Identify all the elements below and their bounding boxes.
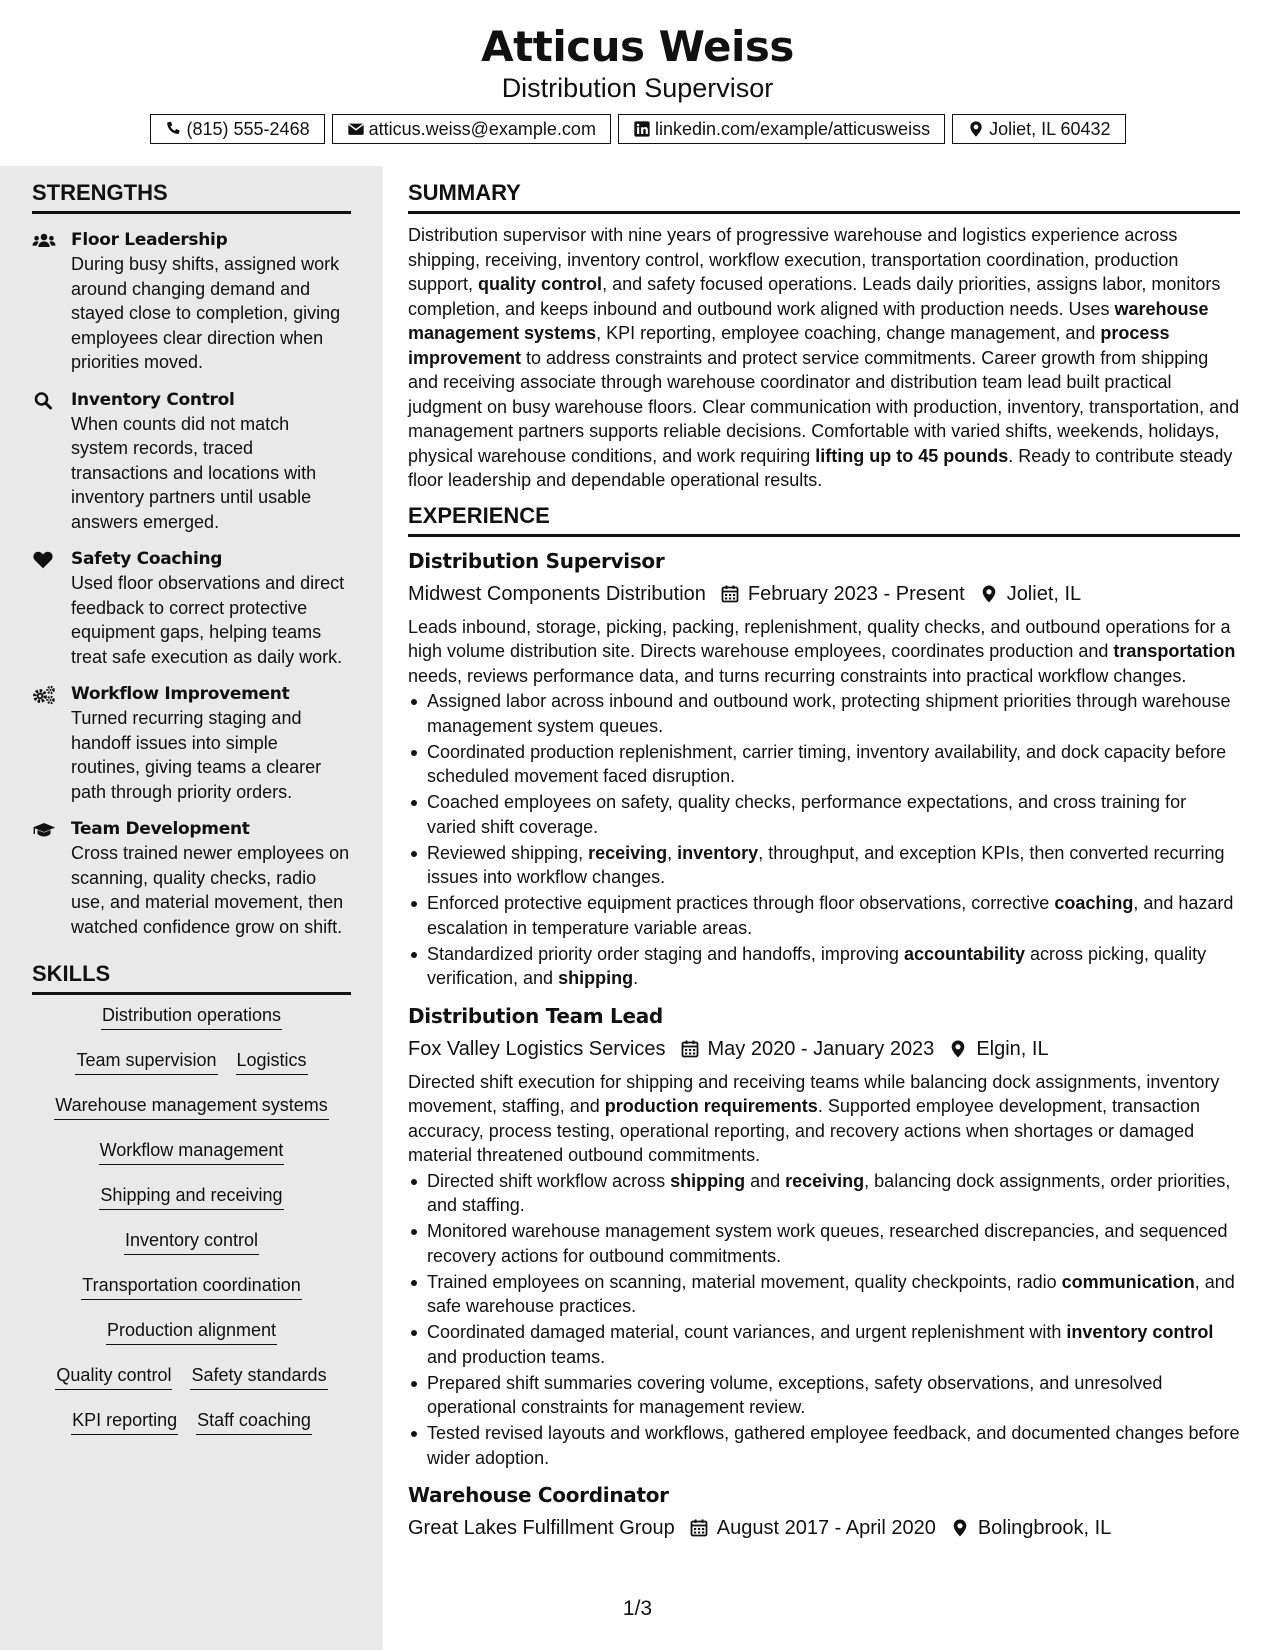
skill-tag: Logistics bbox=[236, 1048, 308, 1075]
location-pin-icon bbox=[979, 584, 999, 604]
bullet-item: Trained employees on scanning, material movement, quality checkpoints, radio communication, and safe warehouse practices. bbox=[408, 1270, 1240, 1319]
bullet-item: Assigned labor across inbound and outbound work, protecting shipment priorities through warehouse management system queues. bbox=[408, 689, 1240, 738]
job-location: Elgin, IL bbox=[976, 1037, 1049, 1060]
bullet-item: Directed shift workflow across shipping and receiving, balancing dock assignments, order priorities, and staffing. bbox=[408, 1169, 1240, 1218]
skill-tag: Warehouse management systems bbox=[54, 1093, 328, 1120]
summary-heading: SUMMARY bbox=[408, 180, 1240, 214]
contact-bar bbox=[0, 114, 1275, 144]
experience-heading: EXPERIENCE bbox=[408, 503, 1240, 537]
search-icon bbox=[32, 391, 56, 411]
job-description: Leads inbound, storage, picking, packing, replenishment, quality checks, and outbound operations for a high volume distribution site. Directs warehouse employees, coordinates production and transportation needs, reviews performance data, and turns recurring constraints into practical workflow changes. bbox=[408, 616, 1236, 686]
job-meta bbox=[408, 1035, 1240, 1063]
job-meta bbox=[408, 580, 1240, 608]
phone-text: (815) 555-2468 bbox=[186, 118, 310, 139]
strength-item bbox=[32, 817, 351, 939]
skill-tag: Staff coaching bbox=[196, 1408, 312, 1435]
job-entry bbox=[408, 548, 1240, 991]
strengths-heading: STRENGTHS bbox=[32, 180, 351, 214]
contact-email[interactable] bbox=[332, 114, 611, 144]
skill-tag: Quality control bbox=[55, 1363, 172, 1390]
strength-desc: When counts did not match system records, traced transactions and locations with inventory partners until usable answers emerged. bbox=[71, 413, 317, 532]
job-title: Distribution Team Lead bbox=[408, 1003, 663, 1028]
users-icon bbox=[32, 231, 56, 251]
strength-name: Inventory Control bbox=[71, 389, 235, 410]
bullet-item: Coordinated production replenishment, carrier timing, inventory availability, and dock capacity before scheduled movement faced disruption. bbox=[408, 740, 1240, 789]
location-text: Joliet, IL 60432 bbox=[989, 118, 1111, 139]
strength-desc: Used floor observations and direct feedback to correct protective equipment gaps, helping teams treat safe execution as daily work. bbox=[71, 573, 345, 667]
bullet-item: Monitored warehouse management system work queues, researched discrepancies, and sequenced recovery actions for outbound commitments. bbox=[408, 1219, 1240, 1268]
strength-desc: Cross trained newer employees on scanning, quality checks, radio use, and material movement, then watched confidence grow on shift. bbox=[71, 843, 350, 937]
skill-tag: Safety standards bbox=[190, 1363, 327, 1390]
bullet-item: Reviewed shipping, receiving, inventory, throughput, and exception KPIs, then converted recurring issues into workflow changes. bbox=[408, 841, 1240, 890]
job-dates: May 2020 - January 2023 bbox=[707, 1037, 935, 1060]
contact-phone[interactable] bbox=[150, 114, 325, 144]
location-pin-icon bbox=[967, 120, 985, 138]
linkedin-icon bbox=[633, 120, 651, 138]
job-dates: February 2023 - Present bbox=[747, 582, 965, 605]
strength-desc: Turned recurring staging and handoff issues into simple routines, giving teams a clearer path through priority orders. bbox=[71, 708, 322, 802]
strength-name: Workflow Improvement bbox=[71, 684, 290, 704]
job-location: Joliet, IL bbox=[1006, 582, 1082, 605]
skill-tag: Shipping and receiving bbox=[99, 1183, 283, 1210]
phone-icon bbox=[165, 120, 183, 138]
envelope-icon bbox=[347, 120, 365, 138]
sidebar bbox=[0, 166, 383, 1650]
calendar-icon bbox=[720, 584, 740, 604]
candidate-name: Atticus Weiss bbox=[481, 22, 794, 71]
skill-tag: Distribution operations bbox=[101, 1003, 282, 1030]
bullet-item: Standardized priority order staging and handoffs, improving accountability across picking, quality verification, and shipping. bbox=[408, 942, 1240, 991]
job-title: Warehouse Coordinator bbox=[408, 1483, 669, 1507]
job-bullets bbox=[408, 689, 1240, 991]
bullet-item: Coached employees on safety, quality checks, performance expectations, and cross training for varied shift coverage. bbox=[408, 790, 1240, 839]
graduation-cap-icon bbox=[32, 820, 56, 840]
job-entry bbox=[408, 1482, 1240, 1542]
job-entry bbox=[408, 1003, 1240, 1471]
skill-tag: Production alignment bbox=[106, 1318, 277, 1345]
linkedin-text: linkedin.com/example/atticusweiss bbox=[654, 118, 931, 139]
skill-tag: Inventory control bbox=[124, 1228, 259, 1255]
job-title: Distribution Supervisor bbox=[408, 548, 665, 573]
strength-desc: During busy shifts, assigned work around changing demand and stayed close to completion, giving employees clear direction when priorities moved. bbox=[71, 254, 341, 372]
location-pin-icon bbox=[948, 1039, 968, 1059]
job-bullets bbox=[408, 1169, 1240, 1471]
skill-tag: Workflow management bbox=[99, 1138, 285, 1165]
summary-text: Distribution supervisor with nine years of progressive warehouse and logistics experience across shipping, receiving, inventory control, workflow execution, transportation coordination, production support, quality control, and safety focused operations. Leads daily priorities, assigns labor, monitors completion, and keeps inbound and outbound work aligned with production needs. Uses warehouse management systems, KPI reporting, employee coaching, change management, and process improvement to address constraints and protect service commitments. Career growth from shipping and receiving associate through warehouse coordinator and distribution team lead built practical judgment on busy warehouse floors. Clear communication with production, inventory, transportation, and management partners supports reliable decisions. Comfortable with varied shifts, weekends, holidays, physical warehouse conditions, and work requiring lifting up to 45 pounds. Ready to contribute steady floor leadership and dependable operational results. bbox=[408, 225, 1240, 490]
skill-tag: Team supervision bbox=[75, 1048, 217, 1075]
location-pin-icon bbox=[950, 1518, 970, 1538]
bullet-item: Coordinated damaged material, count variances, and urgent replenishment with inventory control and production teams. bbox=[408, 1320, 1240, 1369]
strength-name: Floor Leadership bbox=[71, 230, 228, 250]
company-name: Fox Valley Logistics Services bbox=[408, 1037, 666, 1060]
contact-location bbox=[952, 114, 1125, 144]
strength-item bbox=[32, 388, 351, 535]
skill-tag: KPI reporting bbox=[71, 1408, 178, 1435]
strength-item bbox=[32, 682, 351, 804]
gears-icon bbox=[32, 685, 56, 705]
skills-heading: SKILLS bbox=[32, 961, 351, 995]
job-description: Directed shift execution for shipping and receiving teams while balancing dock assignments, inventory movement, staffing, and production requirements. Supported employee development, transaction accuracy, process testing, operational reporting, and recovery actions when shortages or damaged material threatened outbound commitments. bbox=[408, 1071, 1220, 1165]
main-column bbox=[408, 166, 1240, 1542]
bullet-item: Enforced protective equipment practices through floor observations, corrective coaching, and hazard escalation in temperature variable areas. bbox=[408, 891, 1240, 940]
job-location: Bolingbrook, IL bbox=[977, 1517, 1112, 1539]
heart-icon bbox=[32, 550, 56, 570]
strength-item bbox=[32, 547, 351, 669]
strength-name: Team Development bbox=[71, 819, 250, 839]
calendar-icon bbox=[680, 1039, 700, 1059]
contact-linkedin[interactable] bbox=[618, 114, 945, 144]
skill-tag: Transportation coordination bbox=[81, 1273, 301, 1300]
page-number: 1/3 bbox=[622, 1597, 653, 1620]
bullet-item: Prepared shift summaries covering volume, exceptions, safety observations, and unresolved operational constraints for management review. bbox=[408, 1371, 1240, 1420]
job-dates: August 2017 - April 2020 bbox=[716, 1517, 936, 1539]
strength-item bbox=[32, 228, 351, 375]
candidate-title: Distribution Supervisor bbox=[501, 73, 774, 103]
strength-name: Safety Coaching bbox=[71, 549, 223, 569]
company-name: Midwest Components Distribution bbox=[408, 582, 706, 605]
job-meta bbox=[408, 1514, 1240, 1542]
skills-list bbox=[32, 1003, 351, 1453]
company-name: Great Lakes Fulfillment Group bbox=[408, 1517, 675, 1539]
bullet-item: Tested revised layouts and workflows, gathered employee feedback, and documented changes before wider adoption. bbox=[408, 1421, 1240, 1470]
email-text: atticus.weiss@example.com bbox=[368, 118, 596, 139]
calendar-icon bbox=[689, 1518, 709, 1538]
